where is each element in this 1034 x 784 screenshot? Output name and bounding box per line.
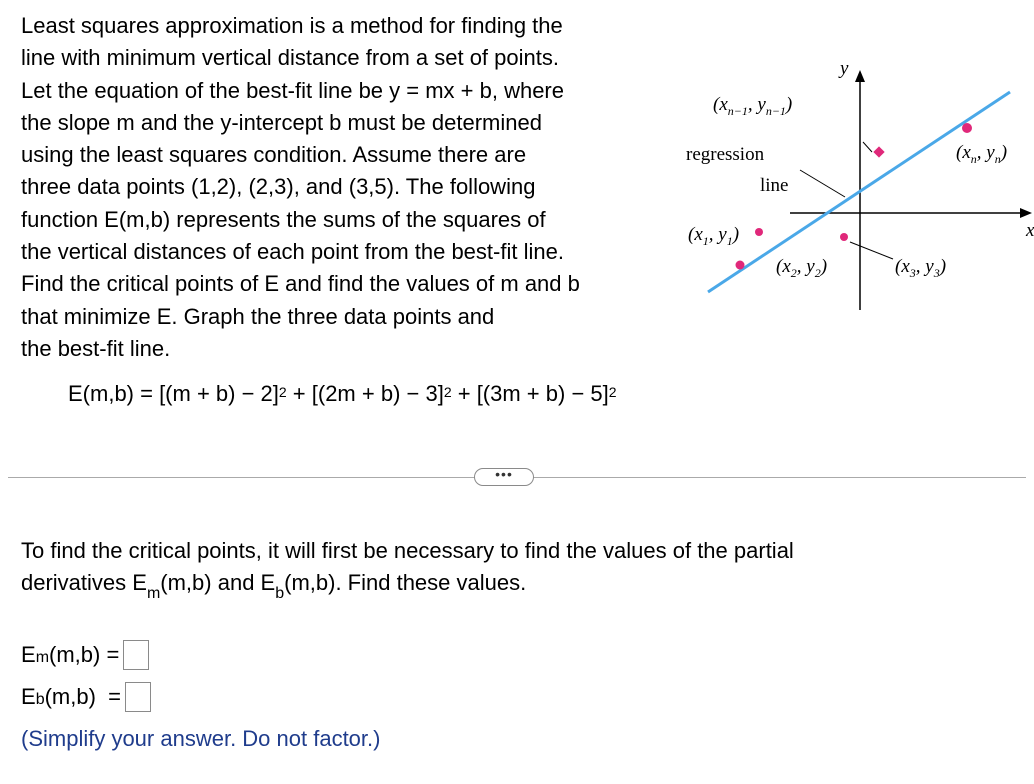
point-label-3 [895,256,946,280]
formula-exponent: 2 [608,384,617,400]
point-label-sub: n−1 [727,104,748,118]
instruction-part: derivatives E [21,570,147,595]
instruction-sub: m [146,585,161,603]
problem-line: Find the critical points of E and find the values of m and b [21,271,580,297]
point-label-sub: n−1 [765,104,786,118]
answer-label: (m,b) = [44,684,121,709]
answer-label: E [21,642,36,667]
point-label-part: ) [732,224,740,245]
point-label-2 [776,256,827,280]
problem-line: the slope m and the y-intercept b must be determined [21,109,542,135]
point-label-sub: 1 [702,234,709,248]
y-axis-arrow-icon [855,70,865,82]
point-label-sub: n [970,152,977,166]
em-answer-input[interactable] [123,640,149,670]
point-label-part: ) [1000,142,1008,163]
answer-row-eb [21,682,151,712]
pointer-line [850,242,893,259]
eb-answer-input[interactable] [125,682,151,712]
instruction-text [21,535,794,607]
point-label-sub: 2 [790,266,797,280]
formula-term-1: E(m,b) = [(m + b) − 2] [68,381,279,406]
point-label-part: ) [820,256,828,277]
point-label-part: ) [939,256,947,277]
problem-line: Least squares approximation is a method for finding the [21,13,563,38]
formula-term-3: + [(3m + b) − 5] [451,381,609,406]
point-label-sub: 3 [909,266,916,280]
point-label-part: , y [747,94,766,115]
point-label-sub: n [994,152,1001,166]
point-label-part: (x [956,142,971,163]
point-label-n-minus-1 [713,94,792,118]
regression-figure [680,52,1034,322]
problem-line: Let the equation of the best-fit line be y = mx + b, where [21,77,564,103]
point-label-part: , y [708,224,727,245]
problem-line: using the least squares condition. Assume there are [21,142,527,168]
instruction-sub: b [275,585,285,603]
problem-line: function E(m,b) represents the sums of the squares of [21,206,546,232]
regression-line [708,92,1010,292]
answer-label: (m,b) = [49,642,120,667]
y-axis-label: y [840,58,849,79]
regression-label: regression [686,144,765,165]
point-label-part: (x [713,94,728,115]
data-point [873,146,884,157]
problem-line: three data points (1,2), (2,3), and (3,5). The following [21,174,536,200]
instruction-part: (m,b). Find these values. [284,570,527,595]
point-label-n [956,142,1007,166]
point-label-part: ) [785,94,793,115]
x-axis-label: x [1026,220,1034,241]
point-label-sub: 3 [933,266,940,280]
x-axis-arrow-icon [1020,208,1032,218]
data-point [755,228,763,236]
formula-exponent: 2 [278,384,287,400]
point-label-1 [688,224,739,248]
problem-line: line with minimum vertical distance from a set of points. [21,45,559,71]
answer-row-em [21,640,149,670]
more-options-button[interactable]: ••• [474,468,534,486]
point-label-part: (x [776,256,791,277]
point-label-part: (x [688,224,703,245]
data-point [962,123,972,133]
pointer-line [863,142,872,152]
instruction-part: (m,b) and E [160,570,276,595]
formula-exponent: 2 [443,384,452,400]
problem-line: the best-fit line. [21,335,171,361]
problem-statement [21,10,701,365]
pointer-line [800,170,845,197]
problem-line: the vertical distances of each point from the best-fit line. [21,239,564,265]
instruction-line [21,567,794,607]
point-label-part: , y [915,256,934,277]
point-label-part: (x [895,256,910,277]
answer-label-sub: m [35,649,50,666]
answer-label-sub: b [35,691,45,708]
instruction-line: To find the critical points, it will first be necessary to find the values of the partial [21,538,794,563]
data-point [840,233,848,241]
formula-term-2: + [(2m + b) − 3] [286,381,444,406]
point-label-part: , y [976,142,995,163]
point-label-part: , y [796,256,815,277]
error-function-formula [68,378,617,410]
point-label-sub: 2 [814,266,821,280]
answer-label: E [21,684,36,709]
regression-label: line [760,175,789,196]
data-point [736,261,745,270]
hint-text: (Simplify your answer. Do not factor.) [21,726,381,751]
point-label-sub: 1 [726,234,733,248]
problem-line: that minimize E. Graph the three data points and [21,303,495,329]
